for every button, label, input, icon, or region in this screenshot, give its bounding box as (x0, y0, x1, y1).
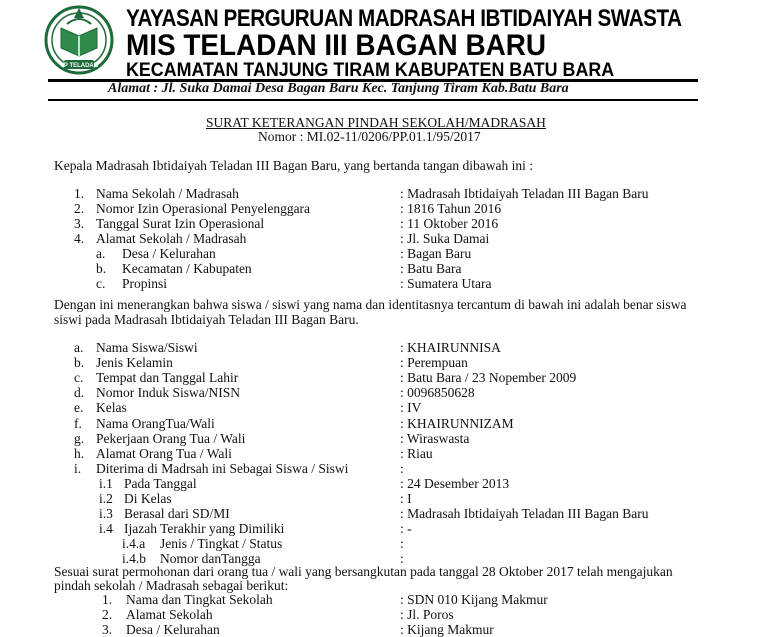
school-row-number: b. (96, 261, 107, 276)
admission-row-number: i.3 (99, 506, 113, 522)
student-row-number: e. (74, 400, 84, 416)
student-row-number: f. (74, 415, 82, 431)
destination-row-label: Desa / Kelurahan (126, 622, 220, 637)
student-row-number: i. (74, 460, 82, 476)
student-row-value: : Wiraswasta (400, 430, 470, 446)
student-row-label: Diterima di Madrsah ini Sebagai Siswa / Siswi (96, 460, 349, 476)
district-name: KECAMATAN TANJUNG TIRAM KABUPATEN BATU BARA (126, 60, 615, 81)
school-address: Alamat : Jl. Suka Damai Desa Bagan Baru Kec. Tanjung Tiram Kab.Batu Bara (108, 81, 569, 96)
school-row-label: Propinsi (122, 276, 168, 291)
document-title: SURAT KETERANGAN PINDAH SEKOLAH/MADRASAH (206, 115, 546, 130)
admission-row-label: Ijazah Terakhir yang Dimiliki (124, 521, 285, 537)
certificate-row-number: i.4.b (122, 551, 147, 567)
student-row-number: g. (74, 430, 85, 446)
admission-row-value: : 24 Desember 2013 (400, 476, 510, 491)
school-name: MIS TELADAN III BAGAN BARU (126, 29, 547, 62)
student-row-label: Alamat Orang Tua / Wali (96, 445, 232, 461)
student-row-number: b. (74, 355, 85, 371)
request-line-2: pindah sekolah / Madrasah sebagai berikut: (54, 578, 289, 593)
student-row-value: : IV (400, 400, 422, 416)
student-row-label: Pekerjaan Orang Tua / Wali (96, 430, 246, 446)
destination-row-number: 2. (102, 607, 113, 622)
school-row-label: Kecamatan / Kabupaten (122, 261, 252, 276)
student-row-value: : Perempuan (400, 355, 468, 371)
school-row-label: Nama Sekolah / Madrasah (96, 186, 239, 201)
destination-row-value: : Jl. Poros (400, 607, 454, 622)
admission-row-value: : I (400, 491, 412, 507)
statement-line-2: siswi pada Madrasah Ibtidaiyah Teladan III Bagan Baru. (54, 312, 359, 327)
destination-row-value: : SDN 010 Kijang Makmur (400, 592, 548, 607)
destination-row-number: 1. (102, 592, 113, 607)
certificate-row-value: : (400, 551, 404, 567)
school-row-value: : Batu Bara (400, 261, 462, 276)
admission-row-label: Pada Tanggal (124, 476, 197, 491)
destination-row-number: 3. (102, 622, 113, 637)
foundation-name: YAYASAN PERGURUAN MADRASAH IBTIDAIYAH SWASTA (126, 5, 682, 32)
certificate-row-label: Jenis / Tingkat / Status (160, 536, 283, 551)
certificate-row-number: i.4.a (122, 536, 146, 551)
student-row-label: Jenis Kelamin (96, 355, 173, 371)
school-row-number: c. (96, 276, 106, 291)
school-row-value: : 11 Oktober 2016 (400, 216, 499, 231)
school-row-value: : Bagan Baru (400, 246, 472, 261)
admission-row-label: Di Kelas (124, 491, 172, 507)
school-row-label: Tanggal Surat Izin Operasional (96, 216, 265, 231)
school-row-number: 4. (74, 231, 85, 246)
header-rule-bottom (48, 99, 698, 101)
student-row-number: a. (74, 340, 84, 355)
intro-text: Kepala Madrasah Ibtidaiyah Teladan III Bagan Baru, yang bertanda tangan dibawah ini : (54, 158, 533, 173)
student-row-value: : Batu Bara / 23 Nopember 2009 (400, 370, 577, 386)
school-row-number: 3. (74, 216, 85, 231)
admission-row-value: : Madrasah Ibtidaiyah Teladan III Bagan Baru (400, 506, 649, 522)
school-row-number: 2. (74, 201, 85, 216)
statement-line-1: Dengan ini menerangkan bahwa siswa / siswi yang nama dan identitasnya tercantum di bawah ini adalah benar siswa (54, 297, 687, 312)
student-row-value: : 0096850628 (400, 385, 475, 401)
student-row-label: Nomor Induk Siswa/NISN (96, 385, 240, 401)
student-row-label: Nama Siswa/Siswi (96, 340, 198, 355)
admission-row-label: Berasal dari SD/MI (124, 506, 230, 522)
certificate-row-label: Nomor danTangga (160, 551, 261, 567)
student-row-label: Nama OrangTua/Wali (96, 415, 215, 431)
student-row-value: : KHAIRUNNIZAM (400, 415, 514, 431)
admission-row-number: i.2 (99, 491, 113, 507)
request-line-1: Sesuai surat permohonan dari orang tua / wali yang bersangkutan pada tanggal 28 Oktober 2017 telah mengajukan (54, 564, 673, 579)
document-number: Nomor : MI.02-11/0206/PP.01.1/95/2017 (258, 129, 481, 144)
admission-row-number: i.1 (99, 476, 113, 491)
student-row-label: Tempat dan Tanggal Lahir (96, 370, 239, 386)
destination-row-label: Alamat Sekolah (126, 607, 213, 622)
school-row-label: Desa / Kelurahan (122, 246, 216, 261)
admission-row-value: : - (400, 521, 412, 537)
student-row-value: : KHAIRUNNISA (400, 340, 501, 355)
admission-row-number: i.4 (99, 521, 113, 537)
school-row-value: : Madrasah Ibtidaiyah Teladan III Bagan Baru (400, 186, 649, 201)
school-row-number: a. (96, 246, 106, 261)
destination-row-label: Nama dan Tingkat Sekolah (126, 592, 273, 607)
school-row-value: : Sumatera Utara (400, 276, 492, 291)
student-row-label: Kelas (96, 400, 127, 416)
school-row-label: Alamat Sekolah / Madrasah (96, 231, 247, 246)
school-row-value: : 1816 Tahun 2016 (400, 201, 502, 216)
certificate-row-value: : (400, 536, 404, 551)
student-row-number: c. (74, 370, 84, 386)
student-row-number: h. (74, 445, 85, 461)
destination-row-value: : Kijang Makmur (400, 622, 494, 637)
student-row-number: d. (74, 385, 85, 401)
svg-text:YP TELADAN: YP TELADAN (59, 63, 99, 69)
school-logo (44, 4, 114, 76)
school-row-number: 1. (74, 186, 85, 201)
student-row-value: : Riau (400, 445, 433, 461)
student-row-value: : (400, 460, 404, 476)
school-row-label: Nomor Izin Operasional Penyelenggara (96, 201, 311, 216)
school-row-value: : Jl. Suka Damai (400, 231, 490, 246)
